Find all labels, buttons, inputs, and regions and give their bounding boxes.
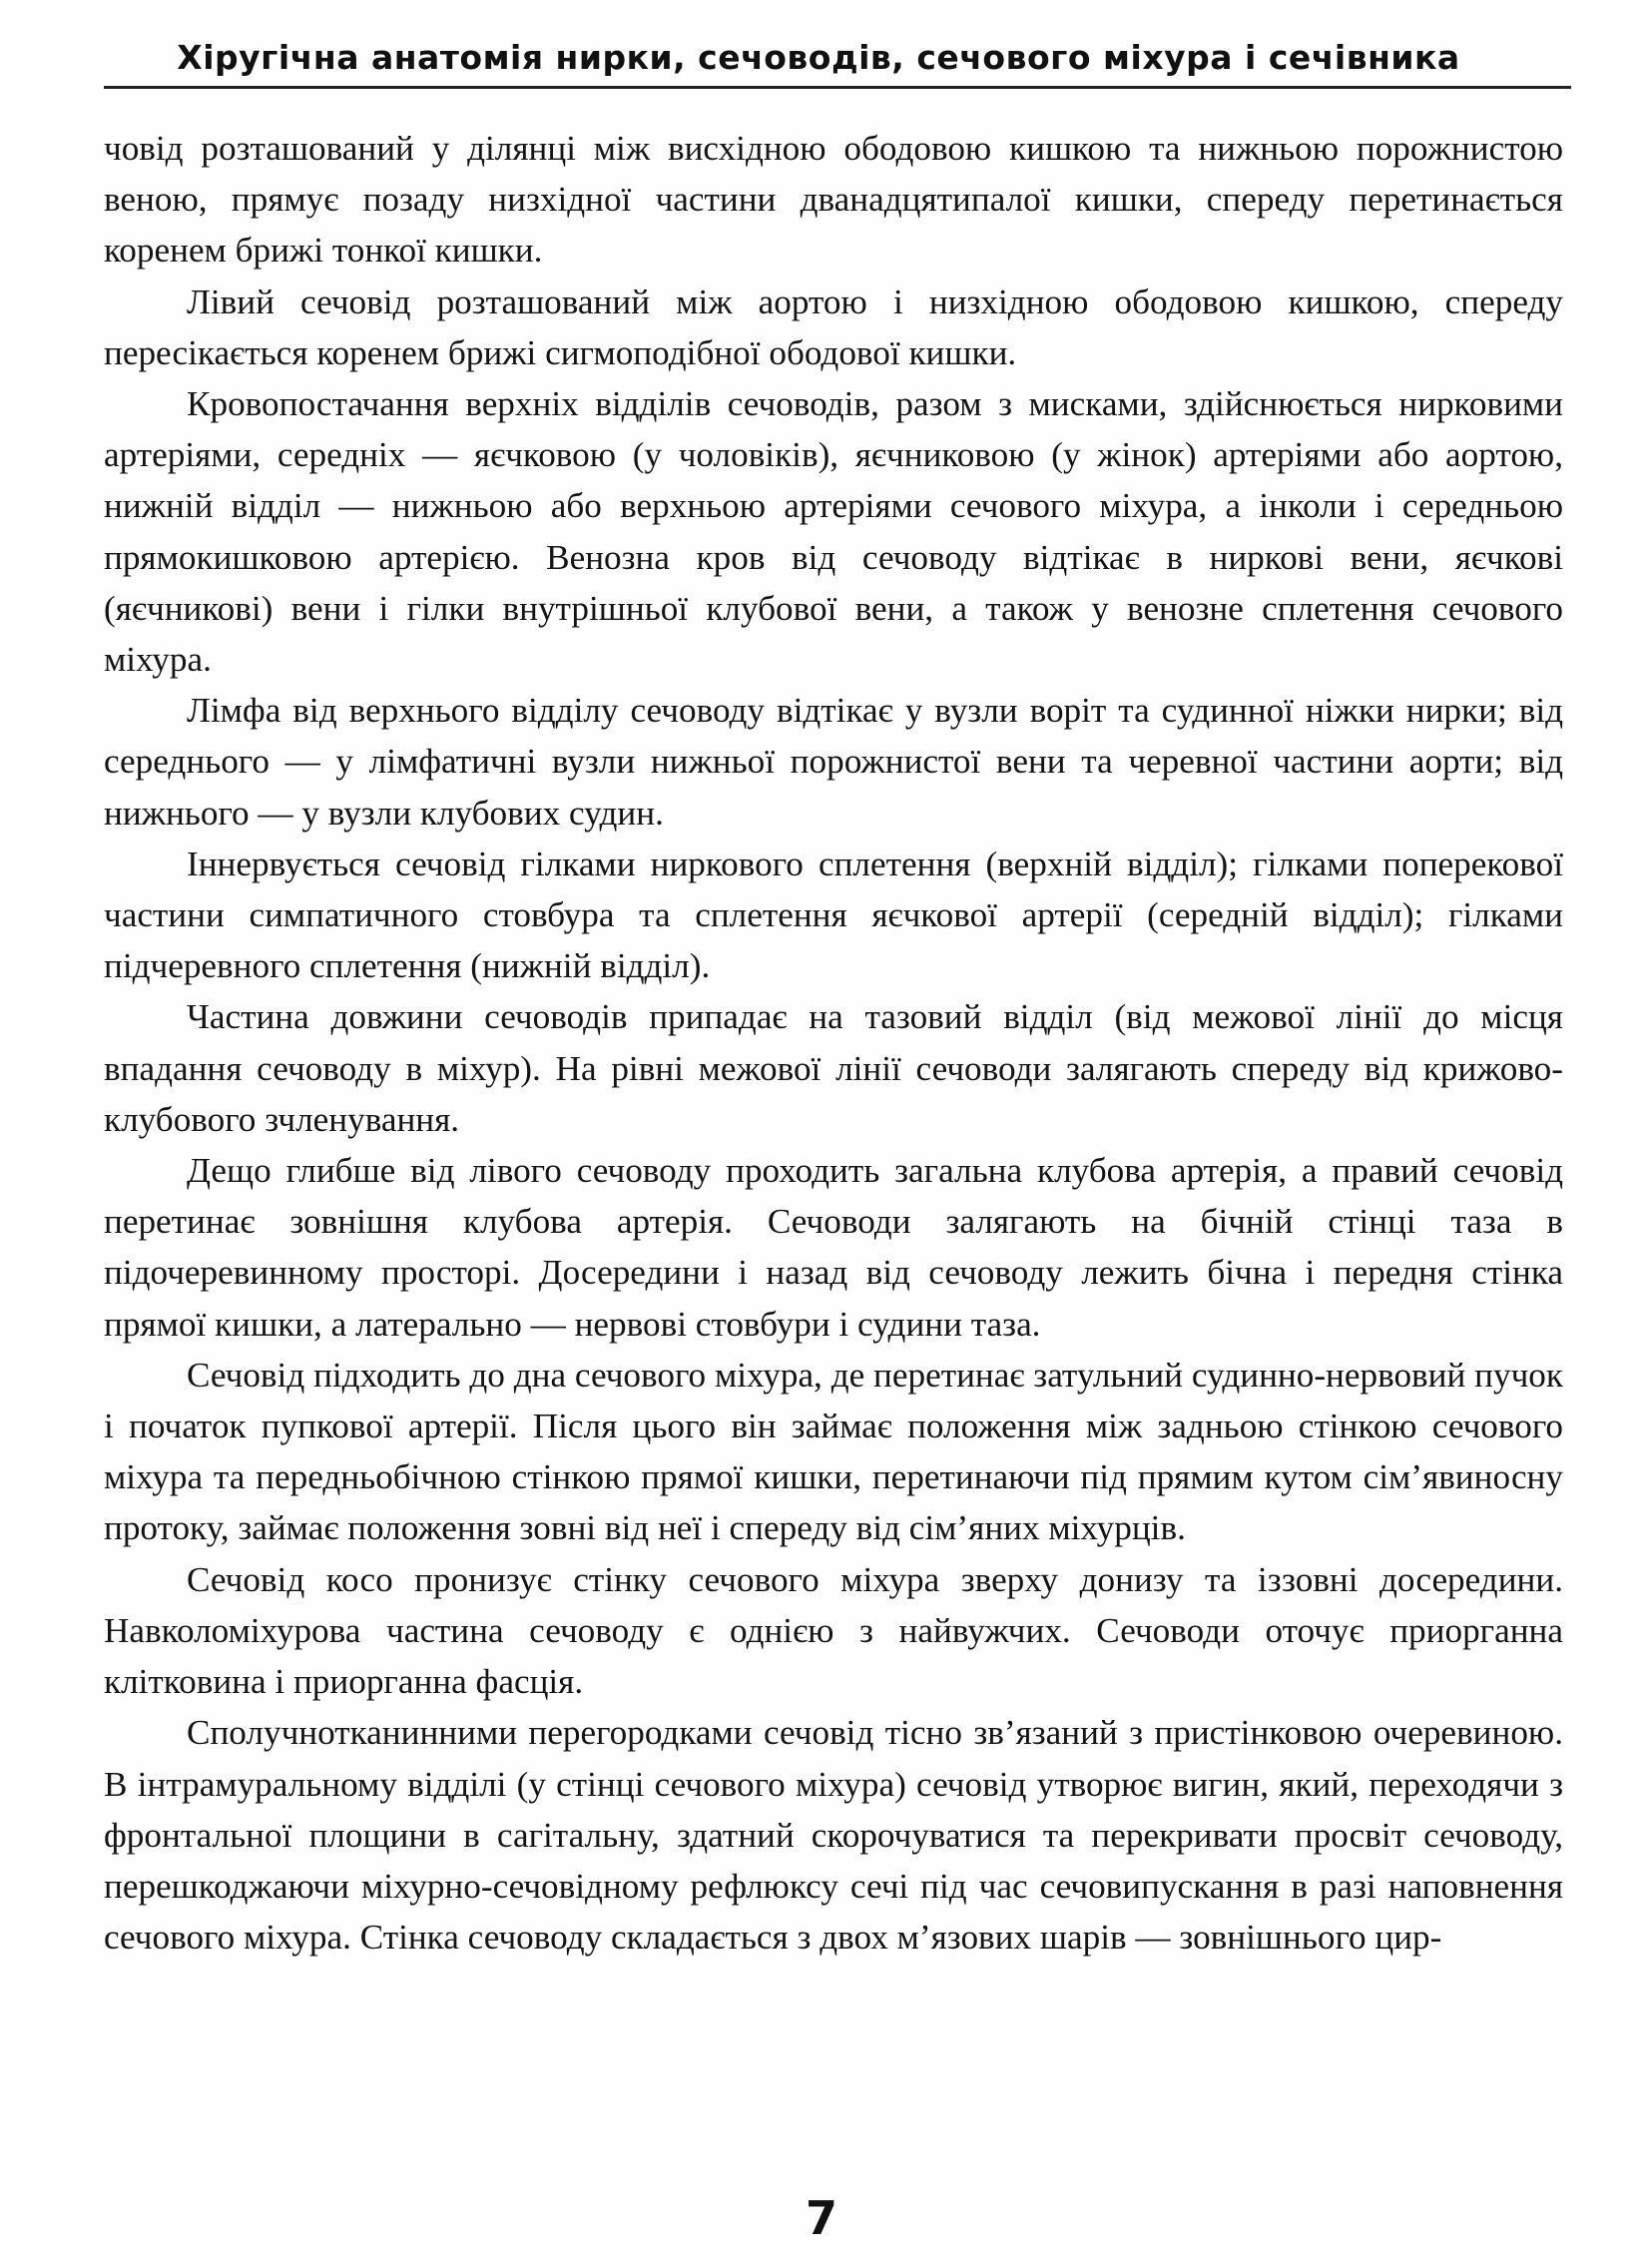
paragraph: Лімфа від верхнього відділу сечоводу відтікає у вузли воріт та судинної ніжки нирки; від середнього — у лімфатичні вузли нижньої порожнистої вени та черевної частини аорти; від нижнього — у вузли клубових судин. (104, 691, 1563, 833)
paragraph: Дещо глибше від лівого сечоводу проходить загальна клубова артерія, а правий сечовід перетинає зовнішня клубова артерія. Сечоводи залягають на бічній стінці таза в підочеревинному просторі. Досередини і назад від сечоводу лежить бічна і передня стінка прямої кишки, а латерально — нервові стовбури і судини таза. (104, 1151, 1563, 1344)
page-number: 7 (805, 2191, 837, 2245)
paragraph: Лівий сечовід розташований між аортою і низхідною ободовою кишкою, спереду пересікається коренем брижі сигмоподібної ободової кишки. (104, 282, 1563, 372)
paragraph: Кровопостачання верхніх відділів сечоводів, разом з мисками, здійснюється нирковими артеріями, середніх — яєчковою (у чоловіків), яєчниковою (у жінок) артеріями або аортою, нижній відділ — нижньою або верхньою артеріями сечового міхура, а інколи і середньою прямокишковою артерією. Венозна кров від сечоводу відтікає в ниркові вени, яєчкові (яєчникові) вени і гілки внутрішньої клубової вени, а також у венозне сплетення сечового міхура. (104, 384, 1563, 680)
body-text (104, 123, 1563, 1963)
paragraph: Іннервується сечовід гілками ниркового сплетення (верхній відділ); гілками поперекової частини симпатичного стовбура та сплетення яєчкової артерії (середній відділ); гілками підчеревного сплетення (нижній відділ). (104, 844, 1563, 986)
paragraph: Сечовід підходить до дна сечового міхура, де перетинає затульний судинно-нервовий пучок і початок пупкової артерії. Після цього він займає положення між задньою стінкою сечового міхура та передньобічною стінкою прямої кишки, перетинаючи під прямим кутом сім’явиносну протоку, займає положення зовні від неї і спереду від сім’яних міхурців. (104, 1355, 1563, 1548)
paragraph: Сполучнотканинними перегородками сечовід тісно зв’язаний з пристінковою очеревиною. В інтрамуральному відділі (у стінці сечового міхура) сечовід утворює вигин, який, переходячи з фронтальної площини в сагітальну, здатний скорочуватися та перекривати просвіт сечоводу, перешкоджаючи міхурно-сечовідному рефлюксу сечі під час сечовипускання в разі наповнення сечового міхура. Стінка сечоводу складається з двох м’язових шарів — зовнішнього цир- (104, 1713, 1563, 1958)
header-rule (104, 86, 1571, 89)
paragraph: Сечовід косо пронизує стінку сечового міхура зверху донизу та іззовні досередини. Навколоміхурова частина сечоводу є однією з найвужчих. Сечоводи оточує приорганна клітковина і приорганна фасція. (104, 1559, 1563, 1702)
paragraph: човід розташований у ділянці між висхідною ободовою кишкою та нижньою порожнистою веною, прямує позаду низхідної частини дванадцятипалої кишки, спереду перетинається коренем брижі тонкої кишки. (104, 129, 1563, 271)
running-head: Хіругічна анатомія нирки, сечоводів, сечового міхура і сечівника (177, 38, 1460, 77)
paragraph: Частина довжини сечоводів припадає на тазовий відділ (від межової лінії до місця впадання сечоводу в міхур). На рівні межової лінії сечоводи залягають спереду від крижово-клубового зчленування. (104, 997, 1563, 1139)
